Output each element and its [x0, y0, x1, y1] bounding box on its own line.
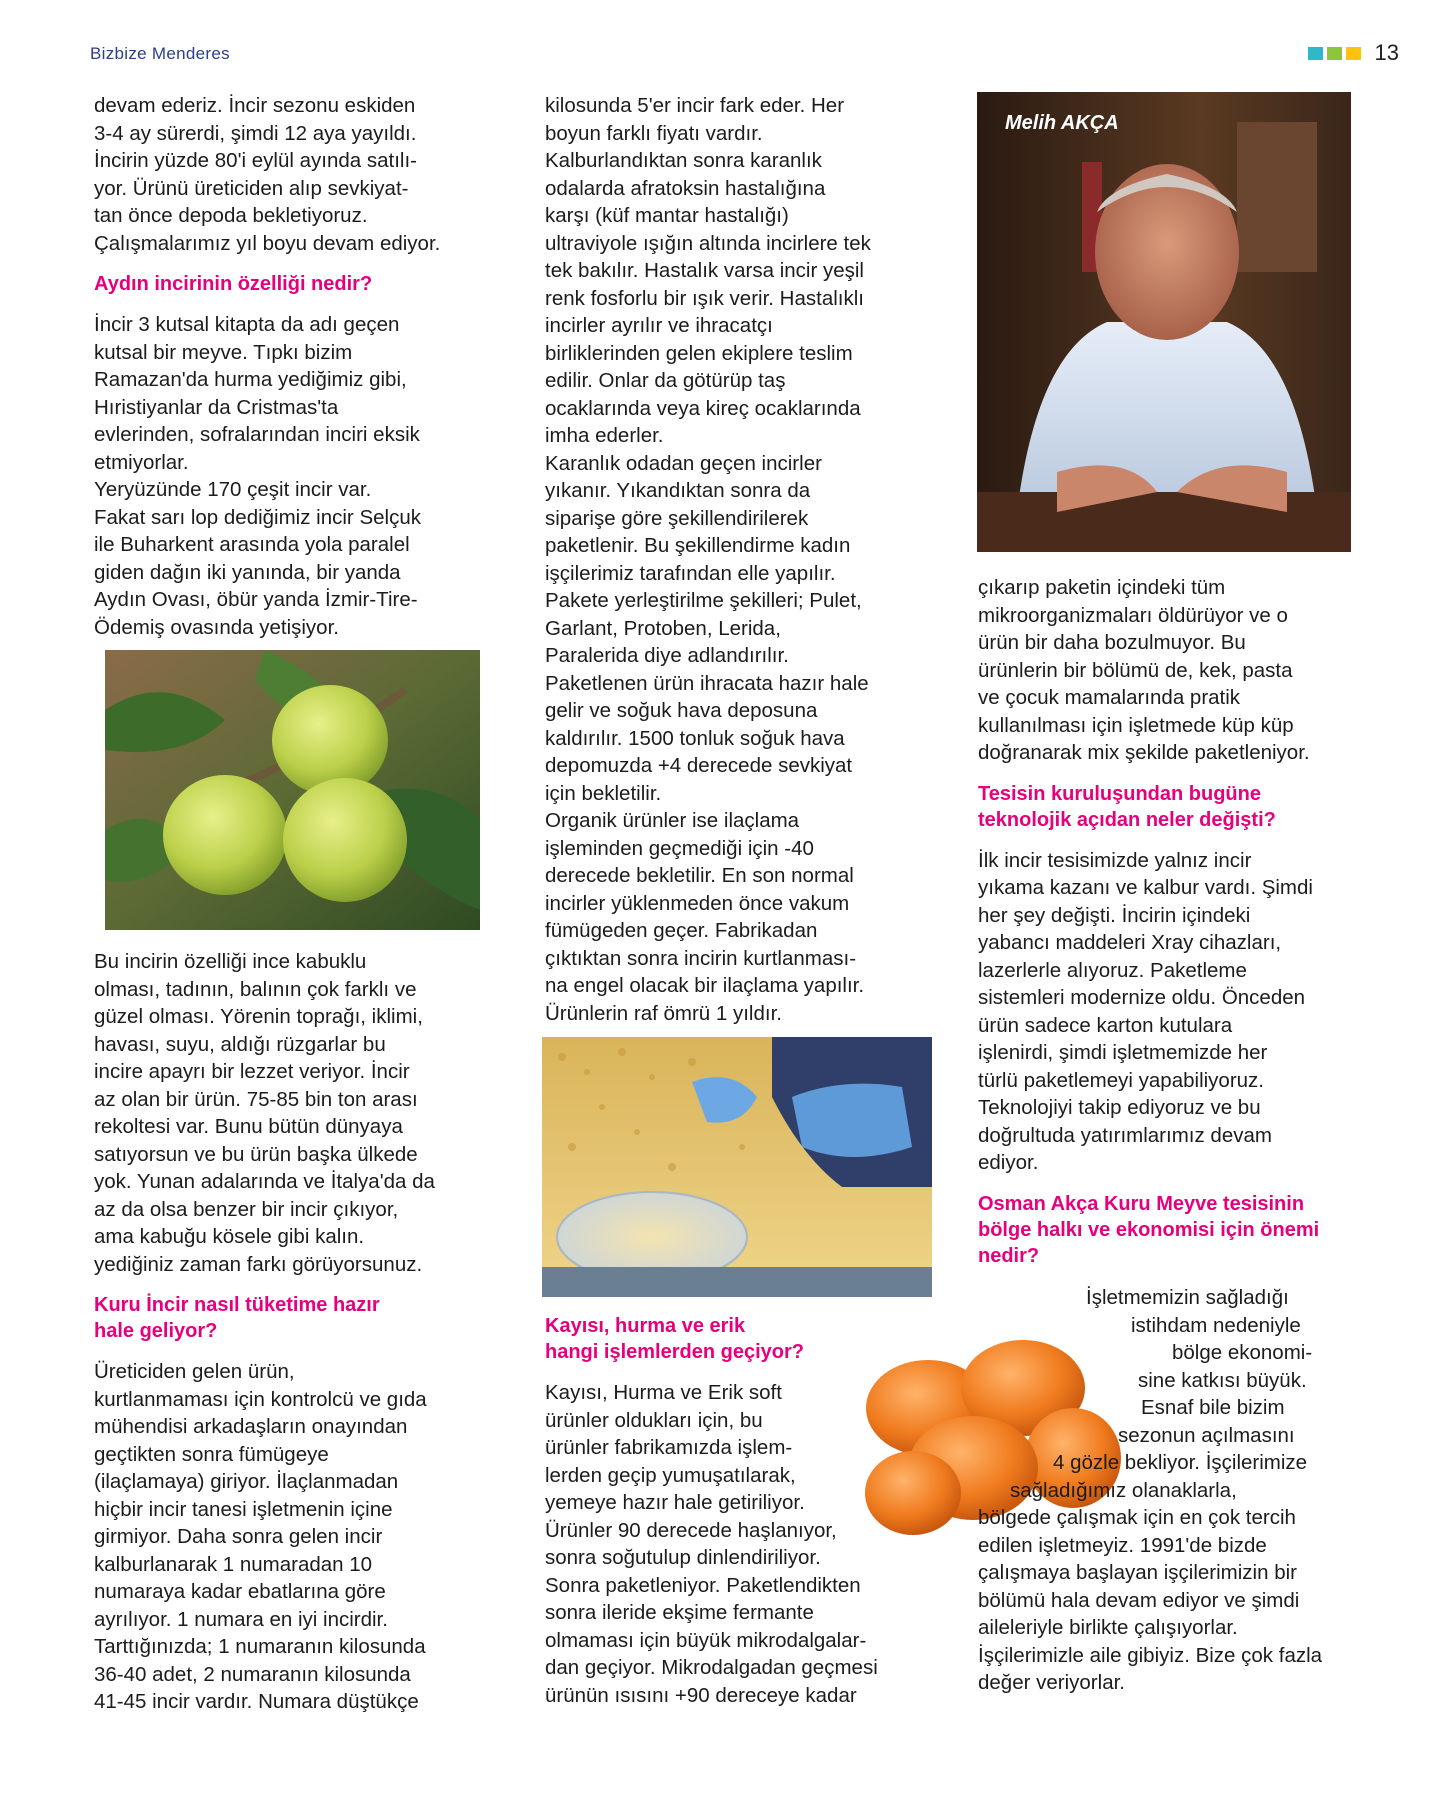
paragraph: Kayısı, Hurma ve Erik soft ürünler oldukları için, bu ürünler fabrikamızda işlem- lerden geçip yumuşatılarak, yemeye hazır hale getiriliyor. Ürünler 90 derecede haşlanıyor, sonra soğutulup dinlendiriliyor. Sonra paketleniyor. Paketlendikten sonra ileride ekşime fermante olmaması için büyük mikrodalgalar- dan geçiyor. Mikrodalgadan geçmesi ürünün ısısını +90 dereceye kadar	[545, 1381, 878, 1707]
page-marker	[1308, 40, 1399, 66]
paragraph: İlk incir tesisimizde yalnız incir yıkama kazanı ve kalbur vardı. Şimdi her şey değişti. İncirin içindeki yabancı maddeleri Xray cihazları, lazerlerle alıyoruz. Paketleme sistemleri modernize oldu. Önceden ürün sadece karton kutulara işlenirdi, şimdi işletmemizde her türlü paketlemeyi yapabiliyoruz. Teknolojiyi takip ediyoruz ve bu doğrultuda yatırımlarımız devam ediyor.	[978, 848, 1313, 1174]
sorting-photo	[542, 1037, 932, 1297]
portrait-photo	[977, 92, 1351, 552]
column-2	[545, 92, 940, 1027]
paragraph: İncir 3 kutsal kitapta da adı geçen kutsal bir meyve. Tıpkı bizim Ramazan'da hurma yediğimiz gibi, Hıristiyanlar da Cristmas'ta evlerinden, sofralarından inciri eksik etmiyorlar. Yeryüzünde 170 çeşit incir var. Fakat sarı lop dediğimiz incir Selçuk ile Buharkent arasında yola paralel giden dağın iki yanında, bir yanda Aydın Ovası, öbür yanda İzmir-Tire- Ödemiş ovasında yetişiyor.	[94, 313, 421, 639]
color-square-teal	[1308, 47, 1323, 60]
question-heading: Osman Akça Kuru Meyve tesisinin bölge halkı ve ekonomisi için önemi nedir?	[978, 1192, 1320, 1267]
page-number: 13	[1374, 40, 1399, 65]
question-heading: Aydın incirinin özelliği nedir?	[94, 273, 373, 295]
paragraph: devam ederiz. İncir sezonu eskiden 3-4 ay sürerdi, şimdi 12 aya yayıldı. İncirin yüzde 80'i eylül ayında satılı- yor. Ürünü üreticiden alıp sevkiyat- tan önce depoda bekletiyoruz. Çalışmalarımız yıl boyu devam ediyor.	[94, 94, 441, 255]
color-square-green	[1327, 47, 1342, 60]
photo-caption: Melih AKÇA	[1005, 112, 1119, 134]
column-1	[94, 92, 489, 641]
fig-photo	[105, 650, 480, 930]
paragraph: bölgede çalışmak için en çok tercih edilen işletmeyiz. 1991'de bizde çalışmaya başlayan işçilerimizin bir bölümü hala devam ediyor ve şimdi aileleriyle birlikte çalışıyorlar. İşçilerimizle aile gibiyiz. Bize çok fazla değer veriyorlar.	[978, 1506, 1323, 1694]
column-3-lower	[978, 1504, 1383, 1697]
column-1-lower	[94, 948, 489, 1716]
magazine-title: Bizbize Menderes	[90, 44, 230, 63]
paragraph: çıkarıp paketin içindeki tüm mikroorganizmaları öldürüyor ve o ürün bir daha bozulmuyor. Bu ürünlerin bir bölümü de, kek, pasta ve çocuk mamalarında pratik kullanılması için işletmede küp küp doğranarak mix şekilde paketleniyor.	[978, 576, 1310, 764]
paragraph: Bu incirin özelliği ince kabuklu olması, tadının, balının çok farklı ve güzel olması. Yörenin toprağı, iklimi, havası, suyu, aldığı rüzgarlar bu incire apayrı bir lezzet veriyor. İncir az olan bir ürün. 75-85 bin ton arası rekoltesi var. Bunu bütün dünyaya satıyorsun ve bu ürün başka ülkede yok. Yunan adalarında ve İtalya'da da az da olsa benzer bir incir çıkıyor, ama kabuğu kösele gibi kalın. yediğiniz zaman farkı görüyorsunuz.	[94, 950, 435, 1276]
question-heading: Kuru İncir nasıl tüketime hazır hale geliyor?	[94, 1294, 380, 1342]
color-square-yellow	[1346, 47, 1361, 60]
column-3	[978, 574, 1383, 1269]
question-heading: Kayısı, hurma ve erik hangi işlemlerden geçiyor?	[545, 1315, 804, 1363]
paragraph: kilosunda 5'er incir fark eder. Her boyun farklı fiyatı vardır. Kalburlandıktan sonra karanlık odalarda afratoksin hastalığına karşı (küf mantar hastalığı) ultraviyole ışığın altında incirlere tek tek bakılır. Hastalık varsa incir yeşil renk fosforlu bir ışık verir. Hastalıklı incirler ayrılır ve ihracatçı birliklerinden gelen ekiplere teslim edilir. Onlar da götürüp taş ocaklarında veya kireç ocaklarında imha ederler. Karanlık odadan geçen incirler yıkanır. Yıkandıktan sonra da siparişe göre şekillendirilerek paketlenir. Bu şekillendirme kadın işçilerimiz tarafından elle yapılır. Pakete yerleştirilme şekilleri; Pulet, Garlant, Protoben, Lerida, Paralerida diye adlandırılır. Paketlenen ürün ihracata hazır hale gelir ve soğuk hava deposuna kaldırılır. 1500 tonluk soğuk hava depomuzda +4 derecede sevkiyat için bekletilir. Organik ürünler ise ilaçlama işleminden geçmediği için -40 derecede bekletilir. En son normal incirler yüklenmeden önce vakum fümügeden geçer. Fabrikadan çıktıktan sonra incirin kurtlanması- na engel olacak bir ilaçlama yapılır. Ürünlerin raf ömrü 1 yıldır.	[545, 94, 871, 1025]
paragraph: Üreticiden gelen ürün, kurtlanmaması için kontrolcü ve gıda mühendisi arkadaşların onayından geçtikten sonra fümügeye (ilaçlamaya) giriyor. İlaçlanmadan hiçbir incir tanesi işletmenin içine girmiyor. Daha sonra gelen incir kalburlanarak 1 numaradan 10 numaraya kadar ebatlarına göre ayrılıyor. 1 numara en iyi incirdir. Tarttığınızda; 1 numaranın kilosunda 36-40 adet, 2 numaranın kilosunda 41-45 incir vardır. Numara düştükçe	[94, 1360, 427, 1713]
question-heading: Tesisin kuruluşundan bugüne teknolojik açıdan neler değişti?	[978, 782, 1276, 831]
